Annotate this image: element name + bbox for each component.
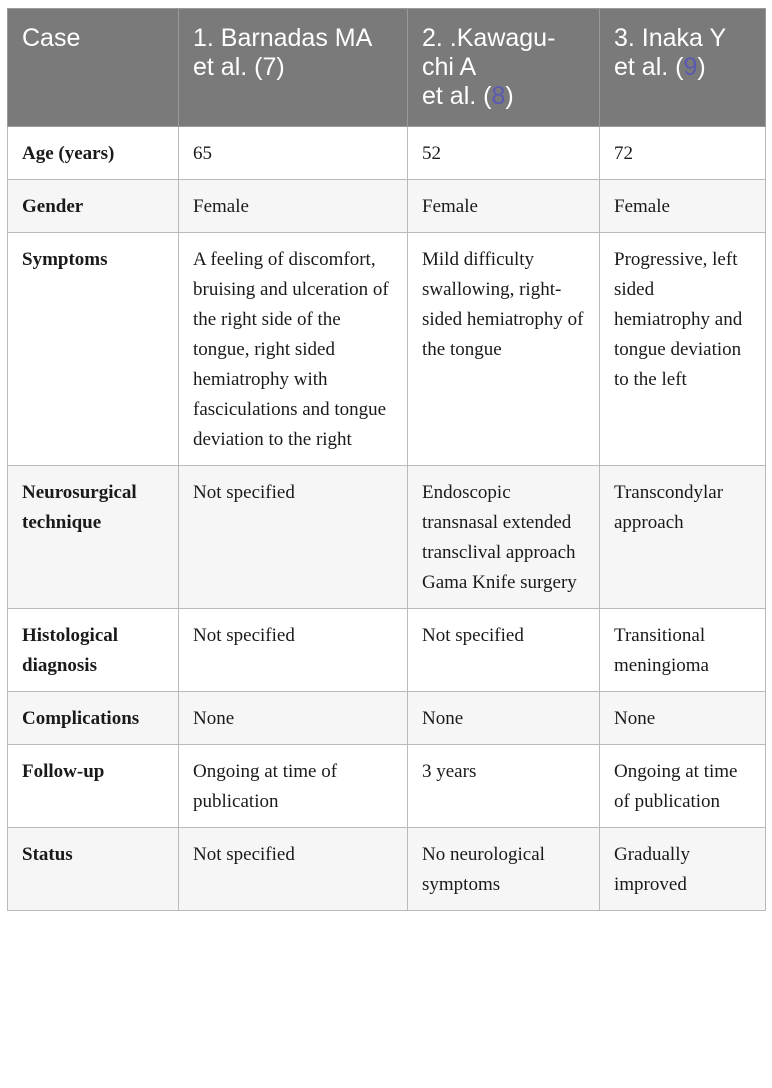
row-label: Age (years) [8, 127, 179, 180]
case-comparison-table [7, 8, 766, 911]
table-row [8, 233, 766, 466]
header-case-2: 2. .Kawagu- chi A et al. (8) [408, 9, 600, 127]
row-label: Symptoms [8, 233, 179, 466]
table-row [8, 692, 766, 745]
table-cell: None [408, 692, 600, 745]
table-cell: No neurological symptoms [408, 828, 600, 911]
table-cell: 72 [600, 127, 766, 180]
table-cell: A feeling of discomfort, bruising and ulceration of the right side of the tongue, right sided hemiatrophy with fasciculations and tongue deviation to the right [179, 233, 408, 466]
table-cell: Progressive, left sided hemiatrophy and tongue deviation to the left [600, 233, 766, 466]
table-cell: None [179, 692, 408, 745]
header-case-1: 1. Barnadas MA et al. (7) [179, 9, 408, 127]
table-cell: Not specified [179, 609, 408, 692]
table-cell: 52 [408, 127, 600, 180]
table-cell: Ongoing at time of publication [600, 745, 766, 828]
table-cell: Transcondylar approach [600, 466, 766, 609]
row-label: Histological diagnosis [8, 609, 179, 692]
table-cell: Gradually improved [600, 828, 766, 911]
table-cell: 3 years [408, 745, 600, 828]
table-cell: Female [179, 180, 408, 233]
table-cell: Transitional meningioma [600, 609, 766, 692]
row-label: Neurosurgical technique [8, 466, 179, 609]
table-cell: Not specified [179, 828, 408, 911]
table-cell: Not specified [179, 466, 408, 609]
table-row [8, 609, 766, 692]
row-label: Gender [8, 180, 179, 233]
table-cell: Endoscopic transnasal extended transclival approach Gama Knife surgery [408, 466, 600, 609]
row-label: Follow-up [8, 745, 179, 828]
table-cell: Female [600, 180, 766, 233]
reference-link-8[interactable]: 8 [491, 82, 506, 110]
table-cell: Mild difficulty swallowing, right-sided hemiatrophy of the tongue [408, 233, 600, 466]
row-label: Status [8, 828, 179, 911]
table-row [8, 466, 766, 609]
table-row [8, 745, 766, 828]
header-row [8, 9, 766, 127]
table-cell: Not specified [408, 609, 600, 692]
header-case: Case [8, 9, 179, 127]
table-body [8, 127, 766, 911]
table-row [8, 127, 766, 180]
row-label: Complications [8, 692, 179, 745]
table-cell: None [600, 692, 766, 745]
header-case-3: 3. Inaka Y et al. (9) [600, 9, 766, 127]
table-header [8, 9, 766, 127]
table-row [8, 180, 766, 233]
reference-link-9[interactable]: 9 [683, 53, 698, 81]
table-row [8, 828, 766, 911]
table-cell: Ongoing at time of publication [179, 745, 408, 828]
table-cell: 65 [179, 127, 408, 180]
table-cell: Female [408, 180, 600, 233]
